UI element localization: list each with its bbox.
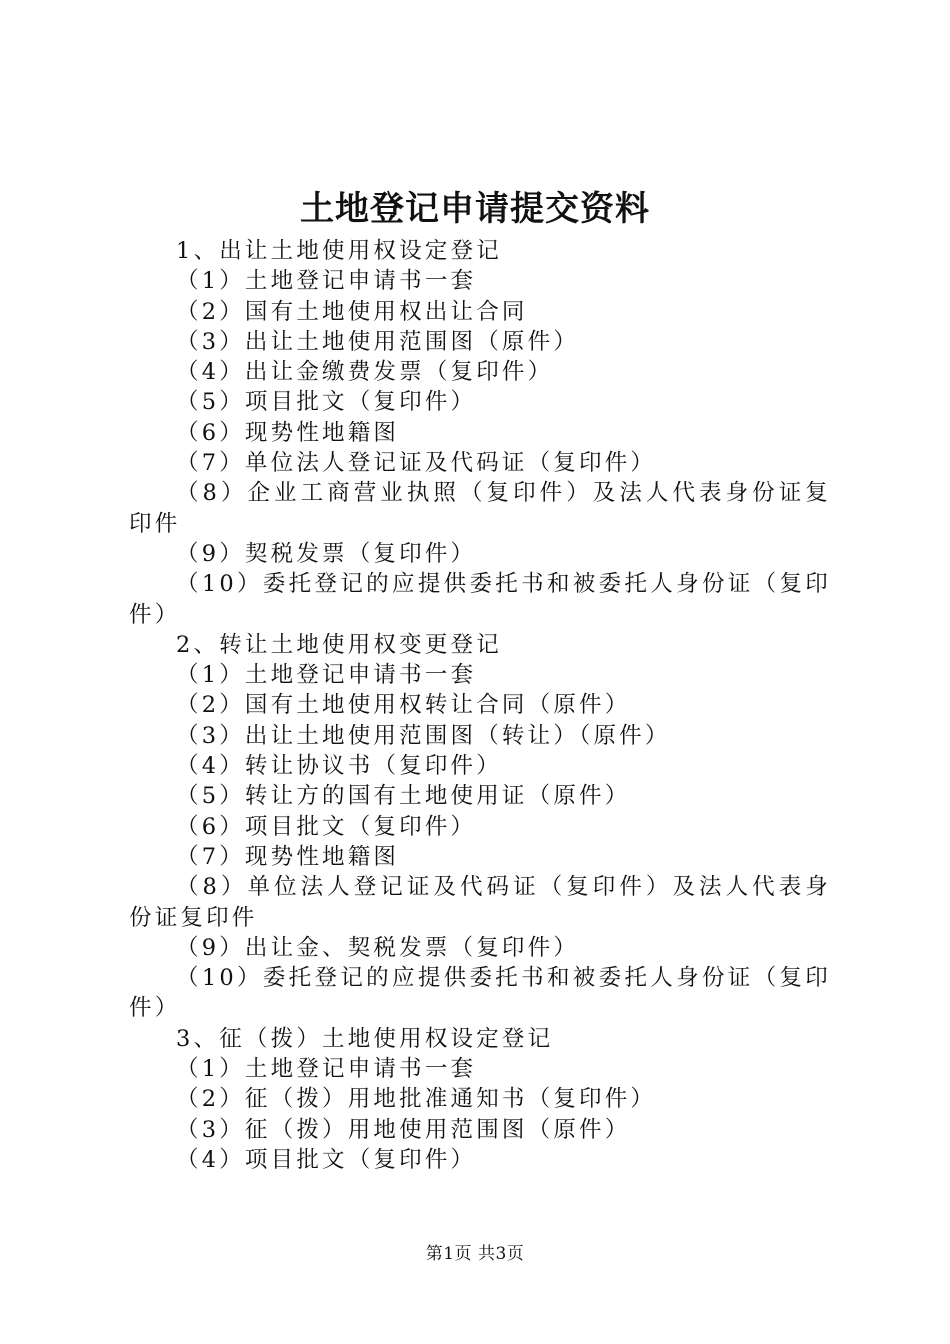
list-item: （7）单位法人登记证及代码证（复印件）: [176, 450, 657, 477]
list-item: （5）项目批文（复印件）: [176, 389, 477, 416]
list-item: （1）土地登记申请书一套: [176, 662, 477, 689]
list-item: （4）项目批文（复印件）: [176, 1146, 477, 1173]
list-item: （9）出让金、契税发票（复印件）: [176, 934, 580, 961]
list-item: （2）国有土地使用权出让合同: [176, 298, 528, 325]
list-item: （4）转让协议书（复印件）: [176, 753, 502, 780]
list-item: （1）土地登记申请书一套: [176, 268, 477, 295]
section-heading: 2、转让土地使用权变更登记: [176, 631, 502, 658]
list-item: （3）征（拨）用地使用范围图（原件）: [176, 1116, 631, 1143]
section-heading: 3、征（拨）土地使用权设定登记: [176, 1025, 554, 1052]
page-footer: 第1页 共3页: [425, 1244, 525, 1264]
list-item: （10）委托登记的应提供委托书和被委托人身份证（复印件）: [129, 965, 831, 1022]
list-item: （8）企业工商营业执照（复印件）及法人代表身份证复印件: [129, 480, 831, 537]
list-item: （2）征（拨）用地批准通知书（复印件）: [176, 1086, 657, 1113]
list-item: （3）出让土地使用范围图（转让）（原件）: [176, 722, 671, 749]
list-item: （2）国有土地使用权转让合同（原件）: [176, 692, 631, 719]
list-item: （3）出让土地使用范围图（原件）: [176, 328, 580, 355]
list-item: （7）现势性地籍图: [176, 843, 400, 870]
document-body: [129, 236, 831, 1175]
list-item: （5）转让方的国有土地使用证（原件）: [176, 783, 631, 810]
list-item: （9）契税发票（复印件）: [176, 540, 477, 567]
section-heading: 1、出让土地使用权设定登记: [176, 238, 502, 264]
list-item: （6）现势性地籍图: [176, 419, 400, 446]
list-item: （4）出让金缴费发票（复印件）: [176, 359, 554, 386]
list-item: （6）项目批文（复印件）: [176, 813, 477, 840]
page-title: 土地登记申请提交资料: [300, 189, 650, 229]
list-item: （10）委托登记的应提供委托书和被委托人身份证（复印件）: [129, 571, 831, 628]
list-item: （1）土地登记申请书一套: [176, 1056, 477, 1083]
list-item: （8）单位法人登记证及代码证（复印件）及法人代表身份证复印件: [129, 874, 831, 931]
